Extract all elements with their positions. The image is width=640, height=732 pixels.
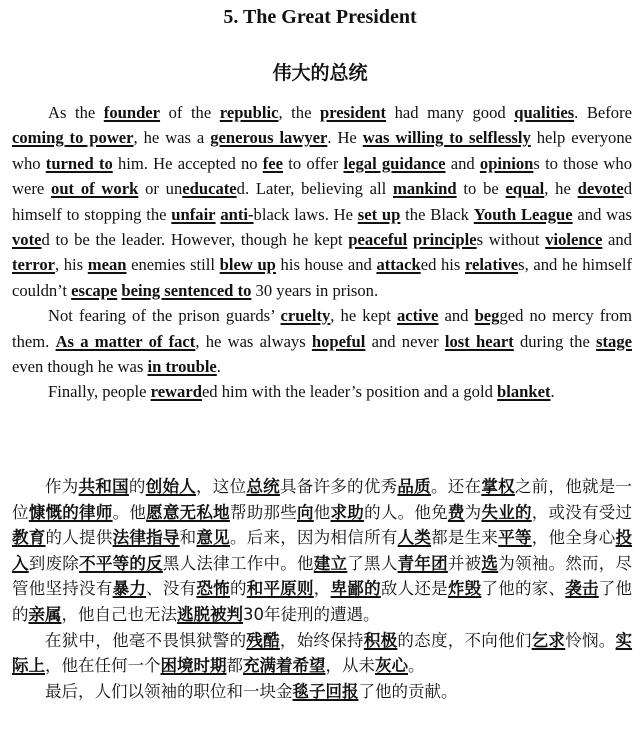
text-run: As the bbox=[48, 103, 104, 122]
document-title: 5. The Great President bbox=[223, 6, 417, 28]
english-passage bbox=[12, 100, 632, 405]
chinese-paragraph-2 bbox=[12, 628, 632, 679]
key-term: 教育 bbox=[12, 528, 46, 548]
key-term: blew up bbox=[219, 255, 276, 275]
key-term: blanket bbox=[497, 382, 551, 402]
text-run: ged no mercy from them. bbox=[12, 306, 632, 351]
text-run: ，他在任何一个 bbox=[45, 656, 161, 676]
key-term: 灰心 bbox=[375, 656, 408, 676]
text-run: 怜悯。 bbox=[565, 630, 616, 650]
text-run: 的人。他免 bbox=[364, 502, 448, 522]
key-term: mean bbox=[87, 255, 127, 275]
key-term: fee bbox=[262, 153, 284, 173]
text-run: 的态度，不向他们 bbox=[397, 630, 532, 650]
key-term: 总统 bbox=[246, 477, 280, 496]
text-run: 黑人法律工作中。他 bbox=[162, 553, 314, 573]
key-term: 逃脱被判 bbox=[177, 604, 243, 624]
text-run: 都 bbox=[226, 656, 243, 676]
key-term: anti- bbox=[220, 204, 254, 224]
text-run: ed him with the leader’s position and a gold bbox=[201, 382, 498, 402]
text-run: 作为 bbox=[45, 477, 79, 496]
text-run: ，或没有受过 bbox=[531, 502, 633, 522]
key-term: educate bbox=[182, 179, 237, 199]
text-run: 在狱中，他毫不畏惧狱警的 bbox=[45, 630, 247, 650]
key-term: 向 bbox=[297, 502, 314, 522]
text-run: and bbox=[438, 306, 475, 326]
key-term: 残酷 bbox=[246, 630, 280, 650]
key-term: opinion bbox=[479, 153, 534, 173]
text-run: 都是生来 bbox=[431, 528, 499, 548]
text-run: ，他自己也无法 bbox=[61, 604, 177, 624]
text-run: 和 bbox=[179, 528, 197, 548]
text-run: to offer bbox=[283, 153, 344, 173]
text-run: ed his bbox=[420, 255, 465, 275]
text-run: d himself to stopping the bbox=[12, 179, 633, 224]
text-run: 了他的家、 bbox=[481, 579, 566, 599]
text-run: . Before bbox=[574, 103, 632, 122]
text-run: 了黑人 bbox=[347, 553, 398, 573]
text-run: d. Later, believing all bbox=[236, 179, 393, 199]
text-run: 的 bbox=[229, 579, 247, 599]
key-term: 掌权 bbox=[481, 477, 515, 496]
text-run: 、没有 bbox=[146, 579, 197, 599]
key-term: Youth League bbox=[473, 204, 573, 224]
text-run: even though he was bbox=[12, 357, 148, 377]
text-run: ，从未 bbox=[325, 656, 375, 676]
text-run: , he bbox=[544, 179, 578, 199]
key-term: vote bbox=[12, 230, 42, 250]
text-run: s to those who were bbox=[12, 153, 632, 199]
key-term: generous lawyer bbox=[210, 128, 328, 148]
key-term: out of work bbox=[51, 179, 139, 199]
text-run: 30 years in prison. bbox=[251, 280, 379, 300]
key-term: set up bbox=[357, 204, 401, 224]
text-run: . He bbox=[327, 128, 363, 148]
document-subtitle: 伟大的总统 bbox=[272, 62, 368, 84]
text-run: Finally, people bbox=[48, 382, 151, 402]
text-run: him. He accepted no bbox=[112, 153, 263, 173]
key-term: 投入 bbox=[12, 528, 633, 573]
key-term: 平等 bbox=[498, 528, 532, 548]
text-run: , his bbox=[54, 255, 88, 275]
text-run: black laws. He bbox=[253, 204, 358, 224]
text-run: and bbox=[602, 230, 632, 250]
text-run: , the bbox=[278, 103, 320, 122]
text-run: 具备许多的优秀 bbox=[279, 477, 398, 496]
text-run: 他 bbox=[313, 502, 331, 522]
english-paragraph-3 bbox=[12, 379, 632, 404]
key-term: republic bbox=[219, 103, 279, 122]
key-term: 暴力 bbox=[112, 579, 147, 599]
text-run: d to be the leader. However, though he kept bbox=[41, 230, 349, 250]
key-term: 困境时期 bbox=[160, 656, 227, 676]
text-run: , he was always bbox=[195, 331, 312, 351]
key-term: unfair bbox=[171, 204, 216, 224]
chinese-paragraph-1 bbox=[12, 474, 632, 628]
key-term: president bbox=[319, 103, 387, 122]
key-term: turned to bbox=[45, 153, 113, 173]
text-run: . bbox=[550, 382, 555, 402]
key-term: 失业的 bbox=[481, 502, 532, 522]
key-term: 建立 bbox=[313, 553, 348, 573]
key-term: principle bbox=[413, 230, 477, 250]
text-run: s, and he himself couldn’t bbox=[12, 255, 633, 300]
key-term: cruelty bbox=[280, 306, 331, 326]
key-term: 积极 bbox=[363, 630, 398, 650]
key-term: 袭击 bbox=[565, 579, 599, 599]
chinese-paragraph-3 bbox=[12, 679, 632, 705]
key-term: hopeful bbox=[311, 331, 366, 351]
key-term: 人类 bbox=[397, 528, 432, 548]
text-run: 。还在 bbox=[430, 477, 482, 496]
chinese-passage bbox=[12, 474, 632, 704]
key-term: 慷慨的律师 bbox=[28, 502, 113, 522]
text-run: during the bbox=[513, 331, 597, 351]
text-run: ， bbox=[313, 579, 331, 599]
text-run: . bbox=[216, 357, 221, 377]
key-term: As a matter of fact bbox=[55, 331, 196, 351]
text-run: 了他的贡献。 bbox=[358, 681, 458, 701]
text-run: 了他的 bbox=[12, 579, 633, 624]
key-term: 回报 bbox=[325, 681, 359, 701]
key-term: 炸毁 bbox=[447, 579, 482, 599]
key-term: 品质 bbox=[397, 477, 431, 496]
text-run: or un bbox=[138, 179, 183, 199]
key-term: lost heart bbox=[444, 331, 514, 351]
key-term: 卑鄙的 bbox=[330, 579, 381, 599]
english-paragraph-2 bbox=[12, 303, 632, 379]
key-term: 充满着希望 bbox=[243, 656, 326, 676]
text-run: help everyone who bbox=[12, 128, 633, 173]
key-term: relative bbox=[464, 255, 519, 275]
key-term: violence bbox=[545, 230, 603, 250]
text-run: , he kept bbox=[330, 306, 397, 326]
key-term: coming to power bbox=[12, 128, 134, 148]
key-term: 求助 bbox=[330, 502, 365, 522]
key-term: 不平等的反 bbox=[79, 553, 163, 573]
text-run: 30年徒刑的遭遇。 bbox=[243, 604, 380, 624]
text-run: 的人提供 bbox=[45, 528, 113, 548]
text-run: ，这位 bbox=[196, 477, 247, 496]
text-run: and was bbox=[572, 204, 632, 224]
key-term: attack bbox=[376, 255, 421, 275]
key-term: 亲属 bbox=[28, 604, 62, 624]
key-term: 愿意无私地 bbox=[146, 502, 230, 522]
text-run: Not fearing of the prison guards’ bbox=[48, 306, 281, 326]
text-run: 为 bbox=[464, 502, 482, 522]
text-run: ，他全身心 bbox=[531, 528, 616, 548]
text-run: 。后来，因为相信所有 bbox=[229, 528, 398, 548]
key-term: 创始人 bbox=[145, 477, 197, 496]
text-run: 敌人还是 bbox=[380, 579, 448, 599]
key-term: 费 bbox=[447, 502, 465, 522]
text-run: 并被 bbox=[447, 553, 482, 573]
key-term: legal guidance bbox=[343, 153, 446, 173]
key-term: 恐怖 bbox=[196, 579, 230, 599]
key-term: stage bbox=[596, 331, 632, 351]
text-run: to be bbox=[456, 179, 506, 199]
text-run: 为领袖。然而，尽管他坚持没有 bbox=[12, 553, 633, 599]
text-run: and never bbox=[365, 331, 445, 351]
text-run: 。 bbox=[408, 656, 425, 676]
key-term: being sentenced to bbox=[121, 280, 252, 300]
key-term: 青年团 bbox=[397, 553, 448, 573]
key-term: terror bbox=[12, 255, 55, 275]
key-term: mankind bbox=[393, 179, 457, 199]
key-term: devote bbox=[577, 179, 624, 199]
key-term: founder bbox=[103, 103, 161, 122]
english-paragraph-1 bbox=[12, 100, 632, 303]
key-term: equal bbox=[505, 179, 545, 199]
text-run: of the bbox=[160, 103, 220, 122]
key-term: peaceful bbox=[348, 230, 408, 250]
key-term: 乞求 bbox=[531, 630, 566, 650]
key-term: reward bbox=[150, 382, 202, 402]
text-run: 之前，他就是一位 bbox=[12, 477, 633, 522]
key-term: 毯子 bbox=[292, 681, 326, 701]
text-run: ，始终保持 bbox=[279, 630, 364, 650]
key-term: 选 bbox=[481, 553, 499, 573]
text-run: the Black bbox=[400, 204, 474, 224]
key-term: escape bbox=[71, 280, 118, 300]
text-run: had many good bbox=[386, 103, 515, 122]
text-run: 的 bbox=[128, 477, 146, 496]
key-term: was willing to selflessly bbox=[362, 128, 531, 148]
text-run: , he was a bbox=[133, 128, 211, 148]
key-term: 实际上 bbox=[12, 630, 633, 676]
text-run: 到废除 bbox=[28, 553, 80, 573]
text-run: 。他 bbox=[112, 502, 147, 522]
text-run: s without bbox=[476, 230, 546, 250]
text-run: 帮助那些 bbox=[229, 502, 298, 522]
text-run: and bbox=[445, 153, 480, 173]
key-term: 意见 bbox=[196, 528, 230, 548]
key-term: beg bbox=[474, 306, 500, 326]
text-run: his house and bbox=[275, 255, 377, 275]
key-term: qualities bbox=[514, 103, 575, 122]
key-term: active bbox=[396, 306, 439, 326]
key-term: 共和国 bbox=[78, 477, 129, 496]
text-run: enemies still bbox=[126, 255, 220, 275]
key-term: 和平原则 bbox=[246, 579, 314, 599]
key-term: in trouble bbox=[147, 357, 217, 377]
key-term: 法律指导 bbox=[112, 528, 180, 548]
text-run: 最后，人们以领袖的职位和一块金 bbox=[45, 681, 293, 701]
